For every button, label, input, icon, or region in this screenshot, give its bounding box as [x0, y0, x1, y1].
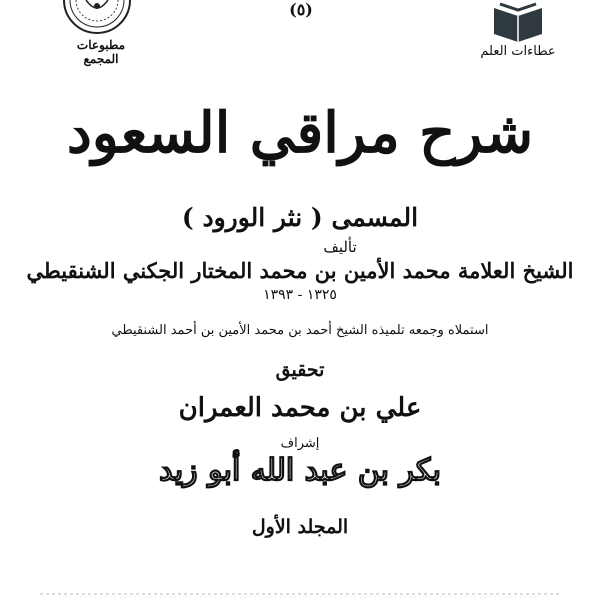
authorship-label: تأليف: [323, 238, 357, 256]
series-number: (٥): [289, 0, 313, 19]
book-subtitle: المسمى ( نثر الورود ): [181, 203, 419, 232]
editor-name: علي بن محمد العمران: [178, 393, 422, 423]
publisher-logo-text: عطاءات العلم: [480, 44, 556, 59]
bottom-decorative-strip: [40, 578, 560, 600]
seal-caption: مطبوعات المجمع: [76, 38, 126, 66]
author-name: الشيخ العلامة محمد الأمين بن محمد المختار الجكني الشنقيطي: [26, 258, 574, 283]
verification-label: تحقيق: [275, 359, 325, 381]
dictation-note: استملاه وجمعه تلميذه الشيخ أحمد بن محمد الأمين بن أحمد الشنقيطي: [111, 323, 489, 338]
book-title: شرح مراقي السعود: [66, 100, 534, 166]
supervision-label: إشراف: [280, 436, 320, 451]
volume-label: المجلد الأول: [251, 516, 349, 538]
author-dates: ١٣٢٥ - ١٣٩٣: [263, 287, 337, 303]
open-book-logo-icon: [488, 0, 548, 44]
supervisor-name: بكر بن عبد الله أبو زيد: [159, 453, 441, 488]
academy-seal-emblem: [62, 0, 132, 36]
